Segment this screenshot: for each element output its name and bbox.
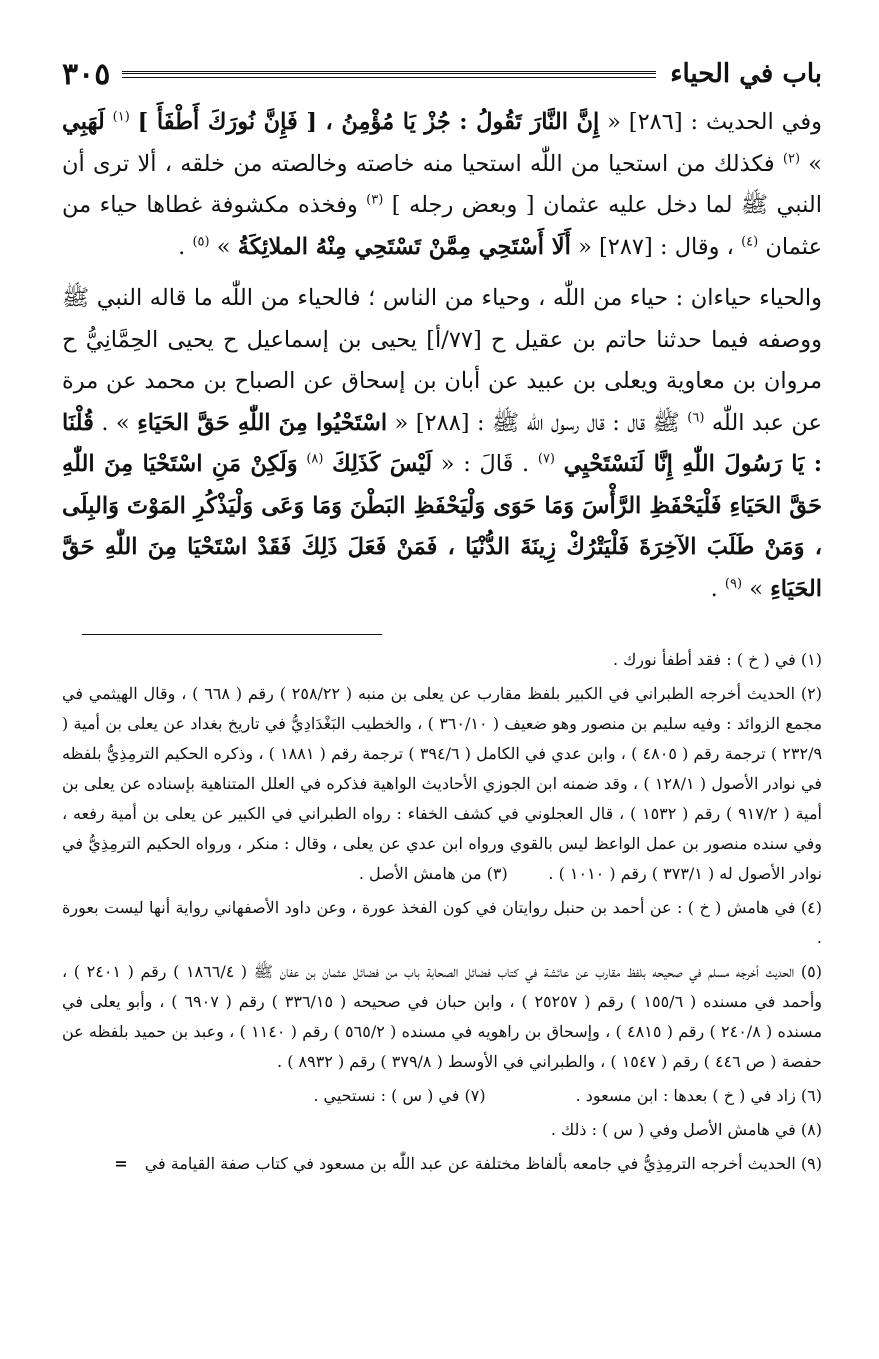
footnote-ref: (٥) [192, 234, 210, 249]
text-run: » [749, 575, 763, 602]
text-run: » . [101, 409, 130, 436]
text-run: فكذلك من استحيا من اللّٰه استحيا منه خاصته وخالصته من خلقه ، ألا ترى أن النبي ﷺ لما دخل عليه عثمان [ وبعض رجله ] [62, 150, 822, 218]
footnote-ref: (٣) [366, 192, 384, 208]
footnote-separator [82, 634, 382, 635]
text-run: ، وقال : [٢٨٧] « [578, 233, 734, 260]
text-run: وفخذه مكشوفة غطاها حياء من عثمان [62, 192, 822, 260]
footnote-7: (٧) في ( س ) : نستحيي . [313, 1086, 486, 1105]
footnote-ref: (١) [112, 109, 130, 125]
text-run: . قَالَ : « [440, 451, 530, 477]
paragraph-1 [62, 102, 822, 268]
main-text [62, 102, 822, 610]
footnote-ref: (٨) [306, 451, 324, 467]
footnote-6: (٦) زاد في ( خ ) بعدها : ابن مسعود . [575, 1086, 822, 1105]
footnote-ref: (٢) [782, 151, 801, 166]
hadith-text: اسْتَحْيُوا مِنَ اللّٰهِ حَقَّ الحَيَاءِ [137, 409, 388, 436]
paragraph-2 [62, 278, 822, 610]
text-run: ﷺ قال : قال رسول اللّٰه ﷺ : [٢٨٨] « [394, 409, 680, 436]
book-page [62, 52, 822, 1179]
footnote-9 [62, 1149, 822, 1179]
footnote-2-text: (٢) الحديث أخرجه الطبراني في الكبير بلفظ مقارب عن يعلى بن منبه ( ٢٥٨/٢٢ ) رقم ( ٦٦٨ ) ، وقال الهيثمي في مجمع الزوائد : وفيه سليم بن منصور وهو ضعيف ( ٣٦٠/١٠ ) ، والخطيب البَغْدَادِيُّ في تاريخ بغداد عن يعلى بن أمية ( ٢٣٢/٩ ) ترجمة رقم ( ٤٨٠٥ ) ، وابن عدي في الكامل ( ٣٩٤/٦ ) ترجمة رقم ( ١٨٨١ ) ، وذكره الحكيم الترمِذِيُّ بلفظه في نوادر الأصول ( ١٢٨/١ ) ، وقد ضمنه ابن الجوزي الأحاديث الواهية فذكره في العلل المتناهية بإسناده عن يعلى بن أمية ( ٩١٧/٢ ) رقم ( ١٥٣٢ ) ، قال العجلوني في كشف الخفاء : رواه الطبراني في الكبير عن يعلى بن أمية رفعه ، وفي سنده منصور بن عمل الواعظ ليس بالقوي ورواه ابن عدي عن يعلى ، وقال : منكر ، ورواه الحكيم الترمِذِيُّ في نوادر الأصول له ( ٣٧٣/١ ) رقم ( ١٠١٠ ) . [62, 684, 823, 883]
text-run: والحياء حياءان : حياء من اللّٰه ، وحياء من الناس ؛ فالحياء من اللّٰه ما قاله النبي ﷺ ووصفه فيما حدثنا حاتم بن عقيل ح [٧٧/أ] يحيى بن إسماعيل ح يحيى الحِمَّانِيُّ ح مروان بن معاوية ويعلى بن عبيد عن أبان بن إسحاق عن الصباح بن محمد عن مرة عن عبد اللّٰه [62, 285, 822, 436]
footnote-2 [62, 679, 822, 889]
continuation-mark: = [114, 1154, 128, 1173]
footnote-ref: (٧) [537, 451, 555, 467]
footnotes [62, 645, 822, 1179]
hadith-text: لَيْسَ كَذَلِكَ [332, 451, 433, 477]
text-run: . [710, 575, 718, 602]
footnote-ref: (٦) [687, 410, 705, 425]
chapter-title: باب في الحياء [670, 59, 822, 89]
text-run: وفي الحديث : [٢٨٦] « [607, 109, 822, 135]
footnote-8: (٨) في هامش الأصل وفي ( س ) : ذلك . [550, 1120, 822, 1139]
hadith-text: قُلْنَا : يَا رَسُولَ اللّٰهِ إِنَّا لَنَسْتَحْيِي [62, 409, 822, 477]
footnote-9-text: (٩) الحديث أخرجه الترمِذِيُّ في جامعه بألفاظ مختلفة عن عبد اللّٰه بن مسعود في كتاب صفة القيامة في [144, 1154, 822, 1173]
footnote-ref: (٩) [724, 576, 743, 591]
footnote-5: (٥) الحديث أخرجه مسلم في صحيحه بلفظ مقارب عن عائشة في كتاب فضائل الصحابة باب من فضائل عثمان بن عفان ﷺ ( ١٨٦٦/٤ ) رقم ( ٢٤٠١ ) ، وأحمد في مسنده ( ١٥٥/٦ ) رقم ( ٢٥٢٥٧ ) ، وابن حبان في صحيحه ( ٣٣٦/١٥ ) رقم ( ٦٩٠٧ ) ، وأبو يعلى في مسنده ( ٢٤٠/٨ ) رقم ( ٤٨١٥ ) ، وإسحاق بن راهويه في مسنده ( ٥٦٥/٢ ) رقم ( ١١٤٠ ) ، وعبد بن حميد بلفظه عن حفصة ( ص ٤٤٦ ) رقم ( ١٥٤٧ ) ، والطبراني في الأوسط ( ٣٧٩/٨ ) رقم ( ٨٩٣٢ ) . [62, 962, 823, 1071]
footnote-4: (٤) في هامش ( خ ) : عن أحمد بن حنبل روايتان في كون الفخذ عورة ، وعن داود الأصفهاني رواية أنها ليست بعورة . [62, 898, 822, 947]
hadith-text: أَلَا أَسْتَحِي مِمَّنْ تَسْتَحِي مِنْهُ الملائِكَةُ [237, 233, 571, 260]
text-run: . [178, 233, 186, 260]
text-run: » [808, 150, 823, 177]
hadith-text: وَلَكِنْ مَنِ اسْتَحْيَا مِنَ اللّٰهِ حَقَّ الحَيَاءِ فَلْيَحْفَظِ الرَّأْسَ وَمَا حَوَى وَلْيَحْفَظِ البَطْنَ وَمَا وَعَى وَلْيَذْكُرِ المَوْتَ وَالبِلَى ، وَمَنْ طَلَبَ الآخِرَةَ فَلْيَتْرُكْ زِينَةَ الدُّنْيَا ، فَمَنْ فَعَلَ ذَلِكَ فَقَدْ اسْتَحْيَا مِنَ اللّٰهِ حَقَّ الحَيَاءِ [62, 451, 822, 602]
hadith-text: لَهَبِي [62, 109, 105, 135]
header-rule [122, 71, 656, 78]
footnote-row-6-7 [62, 1081, 822, 1111]
text-run: » [216, 233, 231, 260]
footnote-3: (٣) من هامش الأصل . [358, 864, 508, 883]
running-header [62, 52, 822, 96]
page-number: ٣٠٥ [62, 56, 111, 92]
footnote-ref: (٤) [741, 234, 759, 249]
hadith-text: إِنَّ النَّارَ تَقُولُ : جُزْ يَا مُؤْمِنُ ، [ فَإِنَّ نُورَكَ أَطْفَأَ ] [137, 109, 600, 135]
footnote-1: (١) في ( خ ) : فقد أطفأ نورك . [612, 650, 822, 669]
